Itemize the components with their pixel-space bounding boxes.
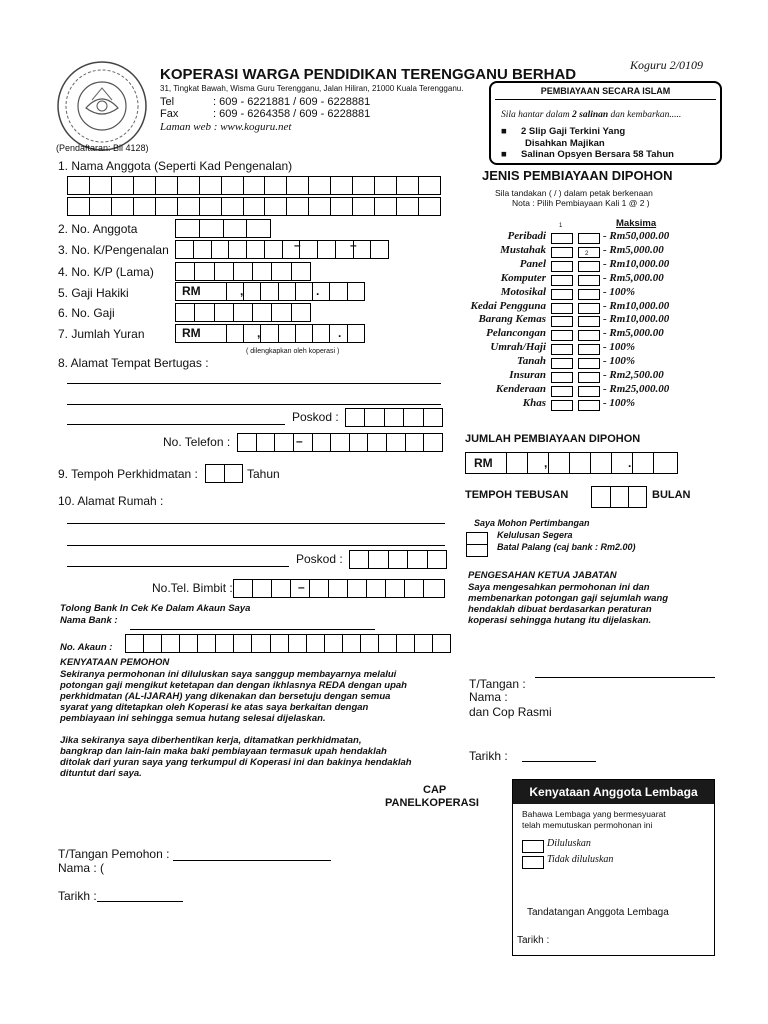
financing-max: - Rm10,000.00 [603,258,670,270]
field-8-label: 8. Alamat Tempat Bertugas : [58,356,209,370]
financing-max: - Rm2,500.00 [603,369,664,381]
applicant-sign-label: T/Tangan Pemohon : [58,847,170,861]
tenure-unit: BULAN [652,489,691,501]
mobile-grid[interactable] [233,579,445,598]
financing-checkbox-2[interactable] [578,330,600,341]
financing-checkbox-2[interactable] [578,344,600,355]
statement-p1: Sekiranya permohonan ini diluluskan saya sanggup membayarnya melalui potongan gaji mengikut ketetapan dan dengan ikhlasnya REDA dengan upah perkhidmatan (AL-IJARAH) yang dikenakan dan bersetuju dengan semua syarat yang ditetapkan oleh Koperasi ke atas saya berkaitan dengan pembiayaan ini sehingga semua hutang selesai dijelaskan. [60,669,407,724]
salary-rm: RM [182,284,201,298]
hod-cop-label: dan Cop Rasmi [469,705,552,719]
field-6-label: 6. No. Gaji [58,306,115,320]
fee-dot: . [338,326,342,340]
financing-label: Kedai Pengguna [470,300,546,312]
financing-checkbox-1[interactable] [551,289,573,300]
financing-max: - Rm50,000.00 [603,230,670,242]
rejected-label: Tidak diluluskan [547,854,614,865]
hod-sign-line[interactable] [535,677,715,678]
verify-title: PENGESAHAN KETUA JABATAN [468,570,617,581]
bank-instruction: Tolong Bank In Cek Ke Dalam Akaun Saya [60,603,251,614]
financing-instruction-2: Nota : Pilih Pembiayaan Kali 1 @ 2 ) [512,198,650,208]
field-1-label: 1. Nama Anggota (Seperti Kad Pengenalan) [58,159,293,173]
financing-checkbox-1[interactable] [551,261,573,272]
applicant-date-label: Tarikh : [58,889,97,903]
board-statement-box [512,779,715,956]
applicant-date-line[interactable] [97,901,183,902]
financing-label: Motosikal [500,286,546,298]
verify-text: Saya mengesahkan permohonan ini dan membenarkan potongan gaji sejumlah wang hendaklah dibuat berdasarkan peraturan koperasi sehingga hutang itu dijelaskan. [468,582,669,626]
financing-checkbox-2[interactable] [578,358,600,369]
koguru-logo [56,60,148,152]
salary-dot: . [316,284,320,298]
service-years-grid[interactable] [205,464,243,483]
phone-grid[interactable] [237,433,443,452]
hod-date-label: Tarikh : [469,749,508,763]
board-date-label: Tarikh : [517,935,550,946]
bank-name-line[interactable] [130,629,375,630]
home-poskod-label: Poskod : [296,552,343,566]
financing-checkbox-1[interactable] [551,344,573,355]
field-5-label: 5. Gaji Hakiki [58,286,129,300]
hod-name-label: Nama : [469,690,508,704]
field-7-label: 7. Jumlah Yuran [58,327,145,341]
financing-checkbox-2[interactable] [578,247,600,258]
financing-instruction-1: Sila tandakan ( / ) dalam petak berkenaan [495,188,653,198]
form-code: Koguru 2/0109 [630,58,704,72]
org-name: KOPERASI WARGA PENDIDIKAN TERENGGANU BERHAD [160,66,577,83]
bullet-2: ■ [501,149,507,160]
member-no-grid[interactable] [175,219,271,238]
salary-no-grid[interactable] [175,303,311,322]
financing-label: Peribadi [507,230,546,242]
field-4-label: 4. No. K/P (Lama) [58,265,154,279]
account-grid[interactable] [125,634,451,653]
field-2-label: 2. No. Anggota [58,222,138,236]
financing-max: - 100% [603,355,636,367]
financing-checkbox-2[interactable] [578,303,600,314]
registration: (Pendaftaran: Bil 4128) [56,143,149,153]
islamic-item-2: Salinan Opsyen Bersara 58 Tahun [521,149,674,160]
financing-checkbox-2[interactable] [578,400,600,411]
cap-panel-label: PANELKOPERASI [385,797,479,809]
fee-note: ( dilengkapkan oleh koperasi ) [246,348,340,355]
consider-title: Saya Mohon Pertimbangan [474,518,590,528]
fee-rm: RM [182,326,201,340]
work-address-line-3[interactable] [67,424,285,425]
mobile-label: No.Tel. Bimbit : [152,581,233,595]
amount-rm: RM [474,456,493,470]
financing-checkbox-2[interactable] [578,316,600,327]
financing-max: - Rm5,000.00 [603,244,664,256]
hod-date-line[interactable] [522,761,596,762]
amount-title: JUMLAH PEMBIAYAAN DIPOHON [465,433,641,445]
phone-dash: – [296,434,303,448]
bank-name-label: Nama Bank : [60,615,118,626]
board-sign-label: Tandatangan Anggota Lembaga [527,907,669,918]
col-2-label: 2 [585,251,589,257]
financing-checkbox-1[interactable] [551,372,573,383]
cap-label: CAP [423,784,447,796]
financing-label: Insuran [509,369,546,381]
islamic-title: PEMBIAYAAN SECARA ISLAM [540,86,671,96]
tenure-grid[interactable] [591,486,647,508]
bullet-1: ■ [501,126,507,137]
financing-checkbox-1[interactable] [551,303,573,314]
tel-value: : 609 - 6221881 / 609 - 6228881 [213,96,371,108]
home-address-line-3[interactable] [67,566,289,567]
board-text-1: Bahawa Lembaga yang bermesyuarat [522,809,666,819]
ic-dash-2: – [350,238,357,252]
cancel-cross-checkbox[interactable] [466,544,488,557]
financing-checkbox-2[interactable] [578,233,600,244]
work-poskod-label: Poskod : [292,410,339,424]
tahun-label: Tahun [247,467,280,481]
financing-checkbox-2[interactable] [578,275,600,286]
financing-max: - Rm10,000.00 [603,300,670,312]
financing-label: Panel [519,258,546,270]
name-grid-row2[interactable] [67,197,441,216]
amount-dot: . [628,456,632,470]
financing-max: - Rm5,000.00 [603,327,664,339]
financing-checkbox-2[interactable] [578,386,600,397]
name-grid-row1[interactable] [67,176,441,195]
amount-comma: , [544,456,548,470]
phone-label: No. Telefon : [163,435,231,449]
col-1-label: 1 [559,223,563,229]
field-9-label: 9. Tempoh Perkhidmatan : [58,467,198,481]
hod-sign-label: T/Tangan : [469,677,526,691]
islamic-financing-box [489,81,722,165]
financing-label: Pelancongan [486,327,546,339]
approved-checkbox[interactable] [522,840,544,853]
financing-max: - Rm5,000.00 [603,272,664,284]
field-3-label: 3. No. K/Pengenalan [58,243,169,257]
financing-max: - 100% [603,397,636,409]
financing-max: - 100% [603,286,636,298]
salary-grid[interactable] [175,282,365,301]
home-address-line-1[interactable] [67,523,445,524]
work-address-line-2[interactable] [67,404,441,405]
financing-max: - 100% [603,341,636,353]
cancel-cross-label: Batal Palang (caj bank : Rm2.00) [497,542,636,552]
applicant-sign-line[interactable] [173,860,331,861]
tenure-label: TEMPOH TEBUSAN [465,489,569,501]
home-poskod-grid[interactable] [349,550,447,569]
home-address-line-2[interactable] [67,545,445,546]
amount-grid[interactable] [465,452,678,474]
financing-checkbox-1[interactable] [551,400,573,411]
mobile-dash: – [298,580,305,594]
statement-title: KENYATAAN PEMOHON [60,657,170,668]
financing-label: Tanah [517,355,546,367]
financing-title: JENIS PEMBIAYAAN DIPOHON [482,168,673,183]
financing-checkbox-1[interactable] [551,247,573,258]
financing-label: Kenderaan [495,383,546,395]
board-title: Kenyataan Anggota Lembaga [513,780,714,804]
financing-checkbox-1[interactable] [551,316,573,327]
fax-value: : 609 - 6264358 / 609 - 6228881 [213,108,371,120]
work-address-line-1[interactable] [67,383,441,384]
islamic-item-1a: 2 Slip Gaji Terkini Yang [521,126,626,137]
financing-max: - Rm25,000.00 [603,383,670,395]
field-10-label: 10. Alamat Rumah : [58,494,164,508]
urgent-approval-label: Kelulusan Segera [497,530,573,540]
islamic-note: Sila hantar dalam 2 salinan dan kembarkan..... [501,110,682,120]
applicant-name-label: Nama : ( [58,861,105,875]
fee-comma: , [257,326,261,340]
org-address: 31, Tingkat Bawah, Wisma Guru Terengganu, Jalan Hiliran, 21000 Kuala Terengganu. [160,84,464,93]
statement-p2: Jika sekiranya saya diberhentikan kerja, ditamatkan perkhidmatan, bangkrap dan lain-lain maka baki pembiayaan termasuk upah hendaklah ditolak dari yuran saya yang terkumpul di Koperasi ini dan bakinya hendaklah dituntut dari saya. [60,735,412,779]
work-poskod-grid[interactable] [345,408,443,427]
account-label: No. Akaun : [60,642,113,653]
financing-max: - Rm10,000.00 [603,313,670,325]
fax-label: Fax [160,108,179,120]
financing-checkbox-1[interactable] [551,275,573,286]
financing-checkbox-2[interactable] [578,261,600,272]
tel-label: Tel [160,96,175,108]
website: Laman web : www.koguru.net [160,121,292,133]
financing-label: Komputer [500,272,546,284]
financing-checkbox-1[interactable] [551,233,573,244]
financing-checkbox-1[interactable] [551,386,573,397]
board-text-2: telah memutuskan permohonan ini [522,820,653,830]
financing-checkbox-1[interactable] [551,358,573,369]
maksima-header: Maksima [616,218,657,229]
financing-label: Barang Kemas [478,313,546,325]
islamic-item-1b: Disahkan Majikan [525,138,605,149]
old-ic-grid[interactable] [175,262,311,281]
approved-label: Diluluskan [547,838,591,849]
financing-checkbox-1[interactable] [551,330,573,341]
ic-dash-1: – [294,238,301,252]
financing-checkbox-2[interactable] [578,289,600,300]
financing-label: Umrah/Haji [490,341,546,353]
financing-checkbox-2[interactable] [578,372,600,383]
rejected-checkbox[interactable] [522,856,544,869]
financing-label: Mustahak [500,244,546,256]
salary-comma: , [240,284,244,298]
fee-grid[interactable] [175,324,365,343]
financing-label: Khas [522,397,546,409]
